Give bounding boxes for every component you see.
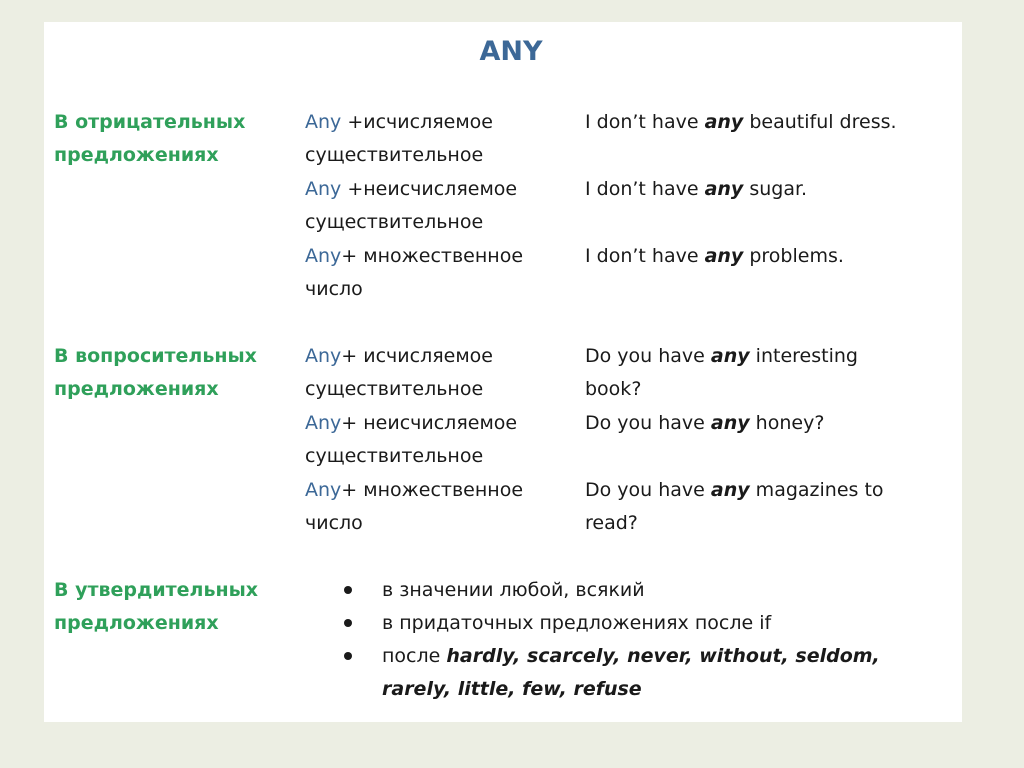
example-start: I don’t have [585,178,705,200]
example-end: beautiful dress. [743,111,897,133]
rule-text [305,106,565,172]
rule-keyword: Any [305,479,342,501]
slide-title: ANY [479,36,543,67]
rule-text [305,340,565,406]
rule-row [44,407,962,474]
example-end: magazines to read? [585,479,884,534]
usage-bullet-list [342,574,942,706]
example-end: interesting book? [585,345,858,400]
list-item [342,640,942,706]
example-start: I don’t have [585,111,705,133]
example-start: Do you have [585,479,711,501]
example-end: sugar. [743,178,808,200]
example-keyword: any [704,111,744,133]
section-label: В вопросительных предложениях [54,345,257,400]
bullet-dot-icon [344,652,352,660]
example-end: honey? [749,412,825,434]
rule-description: + неисчисляемое существительное [305,412,518,467]
example-end: problems. [743,245,844,267]
example-sentence [585,340,915,406]
section-label: В отрицательных предложениях [54,111,246,166]
example-keyword: any [704,178,744,200]
rule-row [44,340,962,407]
rule-text [305,407,565,473]
rule-row [44,474,962,541]
example-keyword: any [704,245,744,267]
example-sentence [585,106,960,139]
bullet-text: после [382,645,447,667]
bullet-text: в придаточных предложениях после if [382,612,772,634]
example-keyword: any [710,345,750,367]
rule-row [44,106,962,173]
example-sentence [585,407,960,440]
example-sentence [585,474,935,540]
rule-description: +неисчисляемое существительное [305,178,518,233]
example-sentence [585,240,960,273]
rule-keyword: Any [305,345,342,367]
example-start: Do you have [585,412,711,434]
bullet-keywords: hardly, scarcely, never, without, seldom, rarely, little, few, refuse [382,645,880,700]
rule-text [305,474,565,540]
example-keyword: any [710,412,750,434]
section-label: В утвердительных предложениях [54,579,259,634]
bullet-dot-icon [344,619,352,627]
rule-description: +исчисляемое существительное [305,111,493,166]
example-start: Do you have [585,345,711,367]
slide [44,22,962,722]
rule-description: + исчисляемое существительное [305,345,493,400]
bullet-text: в значении любой, всякий [382,579,645,601]
bullet-dot-icon [344,586,352,594]
rule-description: + множественное число [305,479,524,534]
rule-keyword: Any [305,245,342,267]
list-item [342,574,942,607]
example-keyword: any [710,479,750,501]
rule-keyword: Any [305,111,342,133]
example-start: I don’t have [585,245,705,267]
example-sentence [585,173,960,206]
rule-row [44,173,962,240]
rule-row [44,240,962,307]
rule-text [305,240,565,306]
rule-keyword: Any [305,178,342,200]
list-item [342,607,942,640]
rule-text [305,173,565,239]
rule-keyword: Any [305,412,342,434]
rule-description: + множественное число [305,245,524,300]
